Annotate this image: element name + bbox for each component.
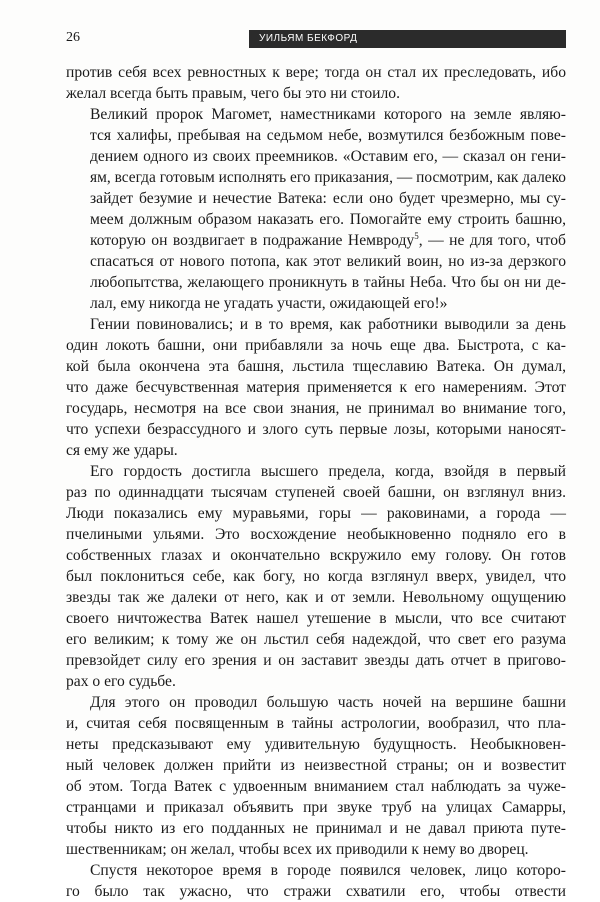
text-line: раз по одиннадцати тысячам ступеней своей башни, он взглянул вниз.	[66, 484, 566, 501]
line-part: , — не для того, чтоб	[418, 232, 566, 249]
text-line: Спустя некоторое время в городе появился человек, лицо которо-	[90, 862, 566, 879]
text-line: против себя всех ревностных к вере; тогда он стал их преследовать, ибо	[66, 64, 566, 81]
text-line: Его гордость достигла высшего предела, когда, взойдя в первый	[90, 463, 566, 480]
text-line: Для этого он проводил большую часть ночей на вершине башни	[90, 694, 566, 711]
text-line: странцами и приказал объявить при звуке труб на улицах Самарры,	[66, 799, 566, 816]
text-line: меем должным образом наказать его. Помогайте ему строить башню,	[90, 211, 566, 228]
text-line: своего ничтожества Ватек нашел утешение в мысли, что все считают	[66, 610, 566, 627]
text-line: желал всегда быть правым, чего бы это ни стоило.	[66, 85, 401, 102]
text-line: дением одного из своих преемников. «Оставим его, — сказал он гени-	[90, 148, 566, 165]
text-line: пчелиными ульями. Это восхождение необыкновенно подняло его в	[66, 526, 566, 543]
text-line: его великим; к тому же он льстил себя надеждой, что свет его разума	[66, 631, 566, 648]
footnote-mark: 5	[414, 230, 419, 241]
text-line: спасаться от нового потопа, как этот великий воин, но из-за дерзкого	[90, 253, 566, 270]
text-line: любопытства, желающего проникнуть в тайны Неба. Что бы он ни де-	[90, 274, 566, 291]
text-line: что успехи безрассудного и злого суть первые лозы, которыми наносят-	[66, 421, 566, 438]
paragraph	[66, 860, 566, 902]
text-line: был поклониться себе, как богу, но когда взглянул вверх, увидел, что	[66, 568, 566, 585]
text-line: ся ему же удары.	[66, 442, 178, 459]
text-line: зайдет безумие и нечестие Ватека: если оно будет чрезмерно, мы су-	[90, 190, 566, 207]
text-line: государь, несмотря на все свои знания, не принимал во внимание того,	[66, 400, 566, 417]
text-line: один локоть башни, они прибавляли за ночь еще два. Быстрота, с ка-	[66, 337, 566, 354]
paragraph	[66, 461, 566, 692]
text-line: Гении повиновались; и в то время, как работники выводили за день	[90, 316, 566, 333]
paragraph	[66, 104, 566, 314]
page-header	[66, 30, 566, 50]
text-line: что даже бесчувственная материя применяется к его намерениям. Этот	[66, 379, 566, 396]
text-line: и, считая себя посвященным в тайны астрологии, вообразил, что пла-	[66, 715, 566, 732]
text-line: ям, всегда готовым исполнять его приказания, — посмотрим, как далеко	[90, 169, 566, 186]
text-line: собственных глазах и окончательно вскружило ему голову. Он готов	[66, 547, 566, 564]
page-number: 26	[66, 30, 80, 45]
text-line: рах о его судьбе.	[66, 673, 176, 690]
text-line: превзойдет силу его зрения и он заставит звезды дать отчет в пригово-	[66, 652, 566, 669]
text-line: шественникам; он желал, чтобы всех их приводили к нему во дворец.	[66, 841, 529, 858]
paragraph	[66, 314, 566, 461]
text-line: неты предсказывают ему удивительную будущность. Необыкновен-	[66, 736, 566, 753]
paragraph	[66, 62, 566, 104]
line-part: которую он воздвигает в подражание Немвроду	[90, 232, 415, 249]
text-line: лал, ему никогда не угадать участи, ожидающей его!»	[90, 295, 448, 312]
text-line: го было так ужасно, что стражи схватили его, чтобы отвести	[66, 883, 566, 900]
running-head: УИЛЬЯМ БЕКФОРД	[249, 30, 566, 48]
text-line: тся халифы, пребывая на седьмом небе, возмутился безбожным пове-	[90, 127, 566, 144]
paragraph	[66, 692, 566, 860]
text-line: Великий пророк Магомет, наместниками которого на земле являю-	[90, 106, 566, 123]
text-line: чтобы никто из его подданных не принимал и не давал приюта путе-	[66, 820, 566, 837]
body-text	[66, 62, 566, 902]
text-line: ный человек должен прийти из неизвестной страны; он и возвестит	[66, 757, 566, 774]
text-line: кой была окончена эта башня, льстила тщеславию Ватека. Он думал,	[66, 358, 566, 375]
text-line: звезды так же далеки от него, как и от земли. Невольному ощущению	[66, 589, 566, 606]
text-line-with-footnote	[66, 230, 566, 251]
text-line: об этом. Тогда Ватек с удвоенным вниманием стал наблюдать за чуже-	[66, 778, 566, 795]
text-line: Люди показались ему муравьями, горы — раковинами, а города —	[66, 505, 566, 522]
